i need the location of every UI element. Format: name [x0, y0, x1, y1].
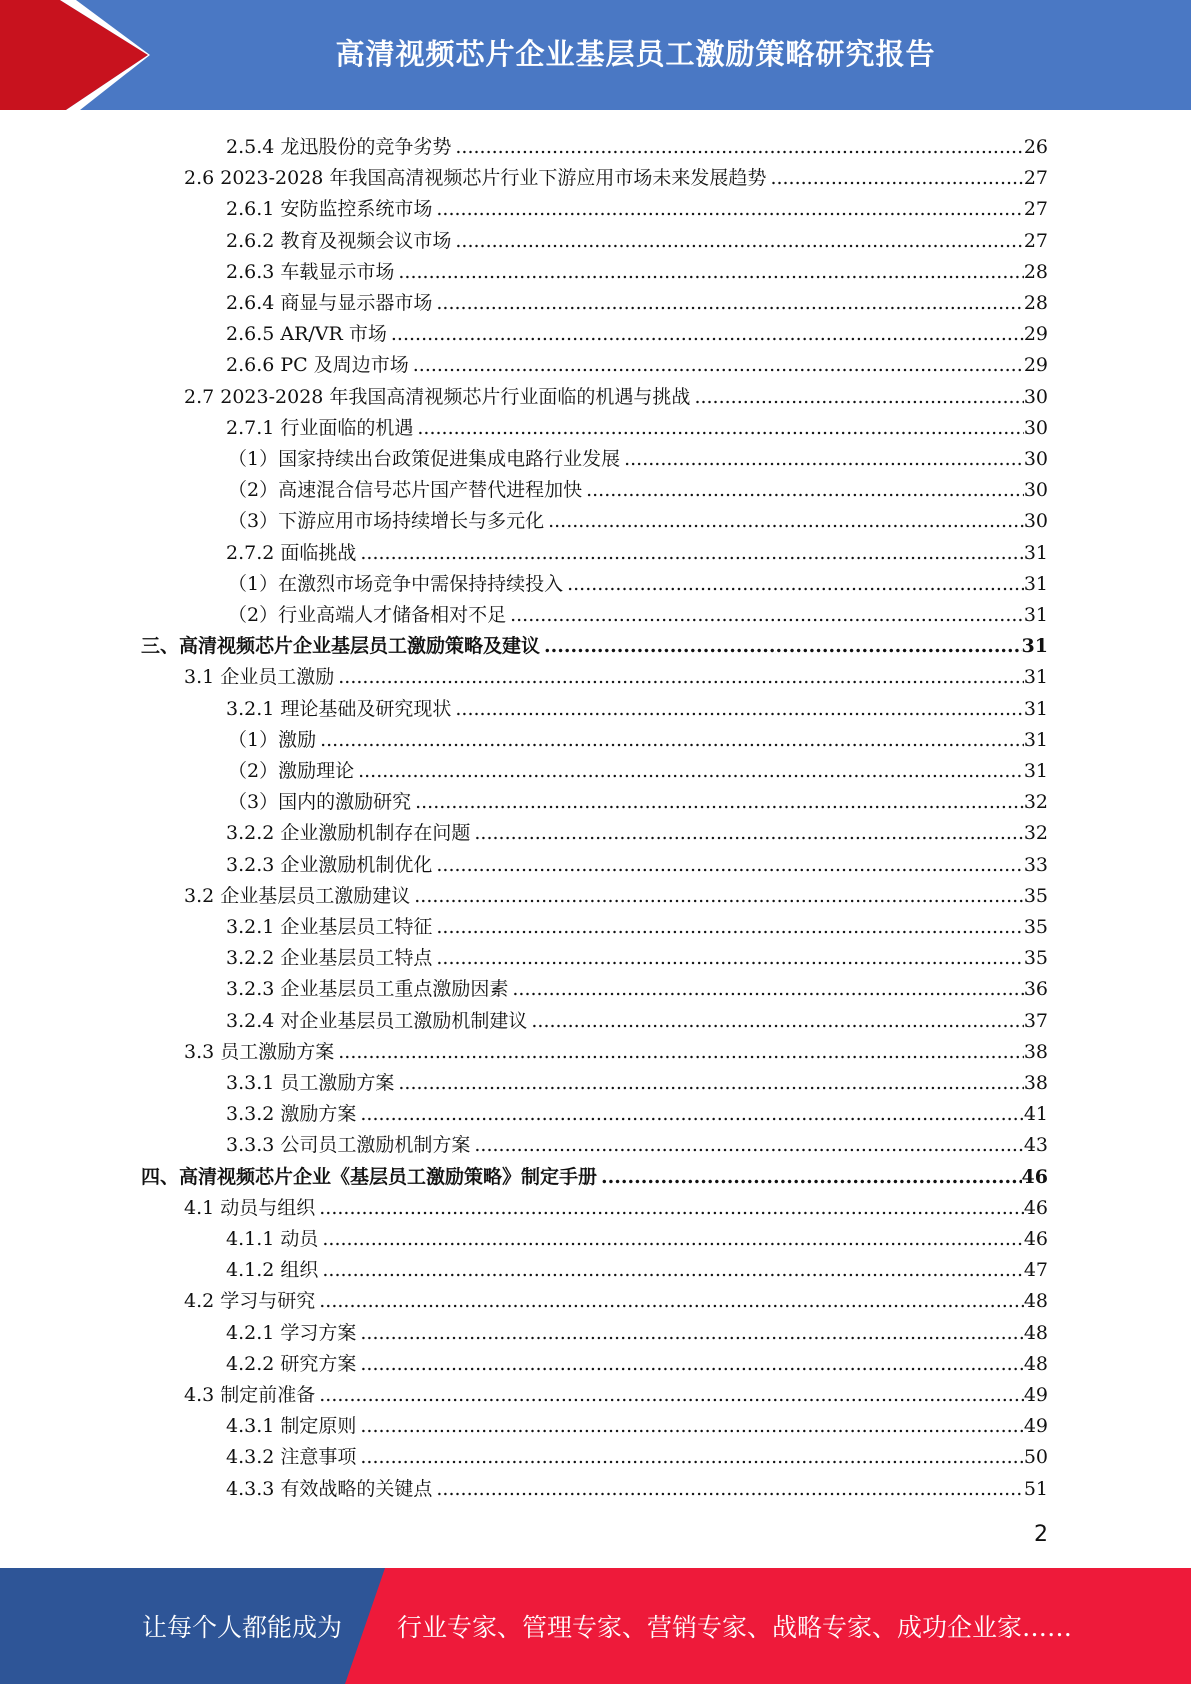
- toc-entry[interactable]: [0, 158, 1048, 189]
- toc-entry-title: 2.6.3 车载显示市场: [226, 260, 395, 283]
- toc-dot-leader: [455, 698, 1023, 720]
- toc-entry-title: （1）国家持续出台政策促进集成电路行业发展: [228, 448, 621, 470]
- toc-entry-title: 3.2.1 企业基层员工特征: [226, 916, 433, 938]
- toc-page-number: 48: [1023, 1290, 1048, 1313]
- toc-entry[interactable]: [0, 127, 1048, 158]
- toc-entry-title: 3.2.2 企业基层员工特点: [226, 947, 433, 970]
- toc-entry-title: 3.3.1 员工激励方案: [226, 1072, 395, 1094]
- toc-entry-title: 2.6.6 PC 及周边市场: [226, 354, 409, 377]
- toc-page-number: 38: [1023, 1072, 1048, 1094]
- toc-entry-title: 2.6.2 教育及视频会议市场: [226, 229, 452, 252]
- toc-page-number: 35: [1023, 884, 1048, 907]
- toc-entry[interactable]: [0, 345, 1048, 376]
- toc-dot-leader: [436, 1478, 1023, 1500]
- toc-entry-title: 4.3.2 注意事项: [226, 1446, 357, 1469]
- footer-slogan-left: 让每个人都能成为: [142, 1613, 343, 1642]
- toc-entry-title: 4.1 动员与组织: [184, 1196, 316, 1219]
- toc-dot-leader: [358, 760, 1024, 782]
- toc-dot-leader: [770, 167, 1023, 189]
- toc-dot-leader: [322, 1259, 1023, 1281]
- toc-entry-title: 3.2.1 理论基础及研究现状: [226, 697, 452, 720]
- toc-entry[interactable]: [0, 1469, 1048, 1500]
- toc-entry[interactable]: [0, 1219, 1048, 1250]
- toc-dot-leader: [319, 1290, 1024, 1312]
- toc-entry-title: 3.2.4 对企业基层员工激励机制建议: [226, 1009, 528, 1032]
- toc-entry[interactable]: [0, 657, 1048, 688]
- toc-dot-leader: [548, 510, 1024, 532]
- toc-dot-leader: [417, 417, 1023, 439]
- toc-dot-leader: [360, 1103, 1023, 1125]
- toc-dot-leader: [586, 479, 1024, 501]
- toc-page-number: 27: [1023, 198, 1048, 221]
- toc-entry[interactable]: [0, 1188, 1048, 1219]
- toc-entry-title: 三、高清视频芯片企业基层员工激励策略及建议: [141, 635, 541, 658]
- toc-dot-leader: [320, 729, 1024, 751]
- toc-page-number: 38: [1023, 1040, 1048, 1063]
- toc-page-number: 30: [1023, 510, 1048, 533]
- toc-entry-title: （2）高速混合信号芯片国产替代进程加快: [228, 479, 583, 502]
- toc-entry[interactable]: [0, 439, 1048, 470]
- toc-entry-title: （1）激励: [228, 728, 317, 751]
- toc-page-number: 48: [1023, 1352, 1048, 1375]
- toc-entry-title: 4.1.2 组织: [226, 1259, 319, 1282]
- toc-entry[interactable]: [0, 1157, 1048, 1188]
- toc-entry-title: 2.6.4 商显与显示器市场: [226, 292, 433, 314]
- toc-dot-leader: [436, 292, 1023, 314]
- toc-entry-title: （2）行业高端人才储备相对不足: [228, 604, 507, 626]
- toc-dot-leader: [360, 1415, 1023, 1437]
- toc-entry[interactable]: [0, 595, 1048, 626]
- toc-dot-leader: [544, 635, 1022, 657]
- toc-page-number: 33: [1023, 853, 1048, 876]
- toc-entry-title: 2.7 2023-2028 年我国高清视频芯片行业面临的机遇与挑战: [184, 385, 691, 408]
- toc-page-number: 27: [1023, 229, 1048, 252]
- toc-entry-title: 4.3.3 有效战略的关键点: [226, 1477, 433, 1500]
- toc-dot-leader: [512, 978, 1023, 1000]
- toc-entry[interactable]: [0, 1406, 1048, 1437]
- toc-dot-leader: [360, 1353, 1023, 1375]
- toc-dot-leader: [436, 198, 1023, 220]
- toc-dot-leader: [436, 947, 1023, 969]
- toc-entry[interactable]: [0, 1313, 1048, 1344]
- toc-page-number: 30: [1023, 479, 1048, 502]
- toc-page-number: 26: [1023, 136, 1048, 158]
- toc-entry-title: 4.2.1 学习方案: [226, 1321, 357, 1344]
- toc-page-number: 49: [1023, 1415, 1048, 1438]
- toc-entry[interactable]: [0, 689, 1048, 720]
- toc-dot-leader: [338, 666, 1024, 688]
- toc-entry-title: 4.3 制定前准备: [184, 1384, 316, 1406]
- toc-entry[interactable]: [0, 1125, 1048, 1156]
- toc-page-number: 46: [1021, 1165, 1048, 1188]
- toc-entry-title: 3.3.2 激励方案: [226, 1103, 357, 1126]
- toc-entry-title: 2.6.5 AR/VR 市场: [226, 323, 387, 346]
- toc-dot-leader: [474, 822, 1023, 844]
- toc-dot-leader: [319, 1384, 1024, 1406]
- toc-dot-leader: [360, 1446, 1023, 1468]
- toc-page-number: 31: [1023, 666, 1048, 689]
- toc-entry-title: 2.7.1 行业面临的机遇: [226, 416, 414, 439]
- toc-entry-title: 3.2.3 企业基层员工重点激励因素: [226, 978, 509, 1001]
- toc-dot-leader: [694, 386, 1023, 408]
- toc-dot-leader: [624, 448, 1024, 470]
- footer-slogan-right: 行业专家、管理专家、营销专家、战略专家、成功企业家……: [397, 1613, 1073, 1642]
- toc-entry[interactable]: [0, 314, 1048, 345]
- toc-page-number: 31: [1023, 541, 1048, 564]
- toc-entry-title: （3）国内的激励研究: [228, 791, 412, 814]
- page-number: 2: [1034, 1522, 1048, 1547]
- toc-entry-title: 4.2.2 研究方案: [226, 1352, 357, 1375]
- toc-page-number: 50: [1023, 1446, 1048, 1469]
- toc-entry[interactable]: [0, 751, 1048, 782]
- toc-entry-title: 2.6.1 安防监控系统市场: [226, 198, 433, 221]
- toc-entry[interactable]: [0, 377, 1048, 408]
- toc-entry[interactable]: [0, 1032, 1048, 1063]
- toc-page-number: 31: [1023, 697, 1048, 720]
- toc-entry-title: （3）下游应用市场持续增长与多元化: [228, 510, 545, 533]
- toc-entry[interactable]: [0, 470, 1048, 501]
- toc-dot-leader: [531, 1010, 1023, 1032]
- toc-dot-leader: [567, 573, 1024, 595]
- toc-entry-title: 3.2 企业基层员工激励建议: [184, 884, 411, 907]
- toc-entry[interactable]: [0, 252, 1048, 283]
- toc-page-number: 48: [1023, 1321, 1048, 1344]
- toc-dot-leader: [322, 1228, 1023, 1250]
- toc-page-number: 51: [1023, 1477, 1048, 1500]
- toc-entry[interactable]: [0, 1375, 1048, 1406]
- toc-dot-leader: [360, 1322, 1023, 1344]
- toc-entry[interactable]: [0, 782, 1048, 813]
- toc-entry-title: 2.6 2023-2028 年我国高清视频芯片行业下游应用市场未来发展趋势: [184, 167, 767, 190]
- toc-entry[interactable]: [0, 907, 1048, 938]
- toc-entry[interactable]: [0, 876, 1048, 907]
- toc-dot-leader: [455, 230, 1023, 252]
- toc-page-number: 46: [1023, 1196, 1048, 1219]
- toc-page-number: 49: [1023, 1384, 1048, 1406]
- toc-dot-leader: [415, 791, 1024, 813]
- toc-page-number: 31: [1023, 604, 1048, 626]
- toc-entry[interactable]: [0, 1437, 1048, 1468]
- toc-page-number: 32: [1023, 791, 1048, 814]
- toc-page-number: 35: [1023, 916, 1048, 938]
- toc-page-number: 41: [1023, 1103, 1048, 1126]
- toc-entry[interactable]: [0, 564, 1048, 595]
- toc-page-number: 30: [1023, 448, 1048, 470]
- toc-page-number: 36: [1023, 978, 1048, 1001]
- footer-banner: [0, 1568, 1191, 1684]
- toc-entry[interactable]: [0, 408, 1048, 439]
- toc-entry-title: 4.2 学习与研究: [184, 1290, 316, 1313]
- toc-page-number: 37: [1023, 1009, 1048, 1032]
- toc-entry-title: 四、高清视频芯片企业《基层员工激励策略》制定手册: [141, 1165, 598, 1188]
- toc-entry-title: 3.3.3 公司员工激励机制方案: [226, 1134, 471, 1157]
- toc-dot-leader: [414, 885, 1024, 907]
- toc-entry[interactable]: [0, 189, 1048, 220]
- report-header: [0, 0, 1191, 110]
- toc-page-number: 31: [1023, 760, 1048, 782]
- toc-dot-leader: [338, 1041, 1024, 1063]
- toc-page-number: 47: [1023, 1259, 1048, 1282]
- toc-dot-leader: [510, 604, 1024, 626]
- toc-page-number: 31: [1023, 728, 1048, 751]
- toc-entry[interactable]: [0, 1250, 1048, 1281]
- toc-entry[interactable]: [0, 533, 1048, 564]
- toc-entry[interactable]: [0, 1001, 1048, 1032]
- toc-entry[interactable]: [0, 938, 1048, 969]
- toc-dot-leader: [360, 542, 1023, 564]
- toc-entry[interactable]: [0, 283, 1048, 314]
- toc-entry-title: （1）在激烈市场竞争中需保持持续投入: [228, 572, 564, 595]
- toc-entry[interactable]: [0, 1063, 1048, 1094]
- toc-entry[interactable]: [0, 221, 1048, 252]
- toc-dot-leader: [436, 854, 1023, 876]
- toc-entry[interactable]: [0, 845, 1048, 876]
- toc-dot-leader: [474, 1134, 1023, 1156]
- toc-entry[interactable]: [0, 720, 1048, 751]
- toc-entry-title: 2.7.2 面临挑战: [226, 541, 357, 564]
- toc-page-number: 43: [1023, 1134, 1048, 1157]
- toc-entry-title: 3.2.2 企业激励机制存在问题: [226, 822, 471, 845]
- toc-dot-leader: [455, 136, 1023, 158]
- toc-page-number: 31: [1023, 572, 1048, 595]
- toc-page-number: 29: [1023, 354, 1048, 377]
- toc-entry[interactable]: [0, 969, 1048, 1000]
- toc-entry-title: 3.1 企业员工激励: [184, 666, 335, 689]
- toc-page-number: 30: [1023, 416, 1048, 439]
- toc-entry[interactable]: [0, 1344, 1048, 1375]
- toc-page-number: 31: [1021, 635, 1048, 658]
- toc-page-number: 28: [1023, 292, 1048, 314]
- toc-entry[interactable]: [0, 1094, 1048, 1125]
- toc-page-number: 28: [1023, 260, 1048, 283]
- toc-entry-title: 4.3.1 制定原则: [226, 1415, 357, 1438]
- toc-entry[interactable]: [0, 1281, 1048, 1312]
- toc-entry-title: 3.3 员工激励方案: [184, 1040, 335, 1063]
- toc-page-number: 29: [1023, 323, 1048, 346]
- toc-entry-title: 2.5.4 龙迅股份的竞争劣势: [226, 136, 452, 158]
- toc-entry-title: （2）激励理论: [228, 760, 355, 782]
- toc-page-number: 46: [1023, 1228, 1048, 1250]
- toc-page-number: 32: [1023, 822, 1048, 845]
- toc-entry-title: 3.2.3 企业激励机制优化: [226, 853, 433, 876]
- toc-entry[interactable]: [0, 501, 1048, 532]
- toc-dot-leader: [413, 354, 1024, 376]
- toc-entry[interactable]: [0, 626, 1048, 657]
- toc-page-number: 35: [1023, 947, 1048, 970]
- toc-dot-leader: [398, 1072, 1023, 1094]
- toc-dot-leader: [319, 1197, 1024, 1219]
- toc-dot-leader: [391, 323, 1024, 345]
- toc-page-number: 30: [1023, 385, 1048, 408]
- toc-page-number: 27: [1023, 167, 1048, 190]
- toc-entry-title: 4.1.1 动员: [226, 1228, 319, 1250]
- toc-entry[interactable]: [0, 813, 1048, 844]
- toc-dot-leader: [601, 1166, 1022, 1188]
- toc-dot-leader: [436, 916, 1023, 938]
- header-title: 高清视频芯片企业基层员工激励策略研究报告: [335, 36, 936, 71]
- toc-dot-leader: [398, 261, 1023, 283]
